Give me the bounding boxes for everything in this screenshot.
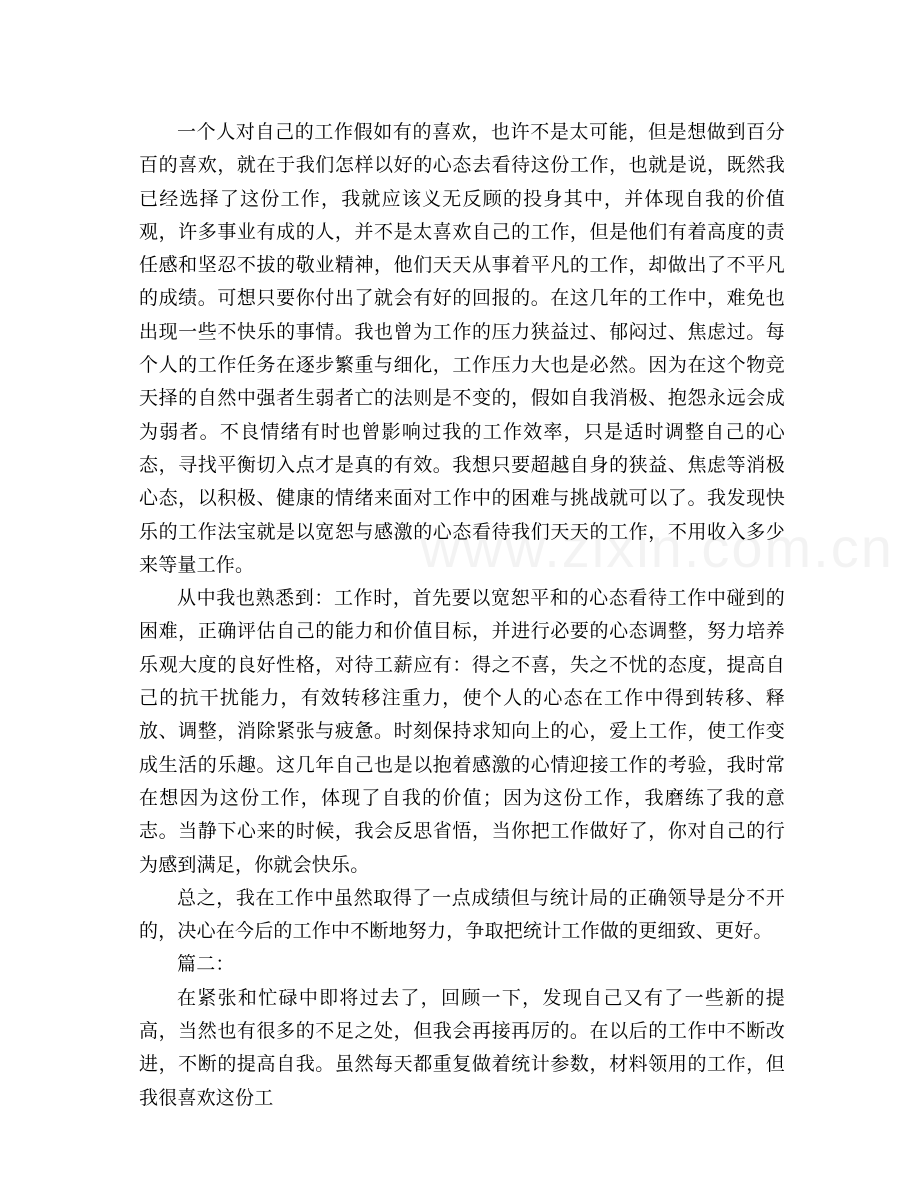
paragraph-3: 总之，我在工作中虽然取得了一点成绩但与统计局的正确领导是分不开的，决心在今后的工作中不断地努力，争取把统计工作做的更细致、更好。 — [139, 886, 785, 943]
document-body — [139, 116, 785, 1115]
paragraph-2: 从中我也熟悉到：工作时，首先要以宽恕平和的心态看待工作中碰到的困难，正确评估自己的能力和价值目标，并进行必要的心态调整，努力培养乐观大度的良好性格，对待工薪应有：得之不喜，失之不忧的态度，提高自己的抗干扰能力，有效转移注重力，使个人的心态在工作中得到转移、释放、调整，消除紧张与疲惫。时刻保持求知向上的心，爱上工作，使工作变成生活的乐趣。这几年自己也是以抱着感激的心情迎接工作的考验，我时常在想因为这份工作，体现了自我的价值；因为这份工作，我磨练了我的意志。当静下心来的时候，我会反思省悟，当你把工作做好了，你对自己的行为感到满足，你就会快乐。 — [139, 587, 785, 876]
paragraph-4: 在紧张和忙碌中即将过去了，回顾一下，发现自己又有了一些新的提高，当然也有很多的不足之处，但我会再接再厉的。在以后的工作中不断改进，不断的提高自我。虽然每天都重复做着统计参数，材料领用的工作，但我很喜欢这份工 — [139, 986, 785, 1109]
section-heading: 篇二： — [177, 953, 235, 976]
paragraph-1: 一个人对自己的工作假如有的喜欢，也许不是太可能，但是想做到百分百的喜欢，就在于我们怎样以好的心态去看待这份工作，也就是说，既然我已经选择了这份工作，我就应该义无反顾的投身其中，并体现自我的价值观，许多事业有成的人，并不是太喜欢自己的工作，但是他们有着高度的责任感和坚忍不拔的敬业精神，他们天天从事着平凡的工作，却做出了不平凡的成绩。可想只要你付出了就会有好的回报的。在这几年的工作中，难免也出现一些不快乐的事情。我也曾为工作的压力狭益过、郁闷过、焦虑过。每个人的工作任务在逐步繁重与细化，工作压力大也是必然。因为在这个物竞天择的自然中强者生弱者亡的法则是不变的，假如自我消极、抱怨永远会成为弱者。不良情绪有时也曾影响过我的工作效率，只是适时调整自己的心态，寻找平衡切入点才是真的有效。我想只要超越自身的狭益、焦虑等消极心态，以积极、健康的情绪来面对工作中的困难与挑战就可以了。我发现快乐的工作法宝就是以宽恕与感激的心态看待我们天天的工作，不用收入多少来等量工作。 — [139, 121, 785, 576]
